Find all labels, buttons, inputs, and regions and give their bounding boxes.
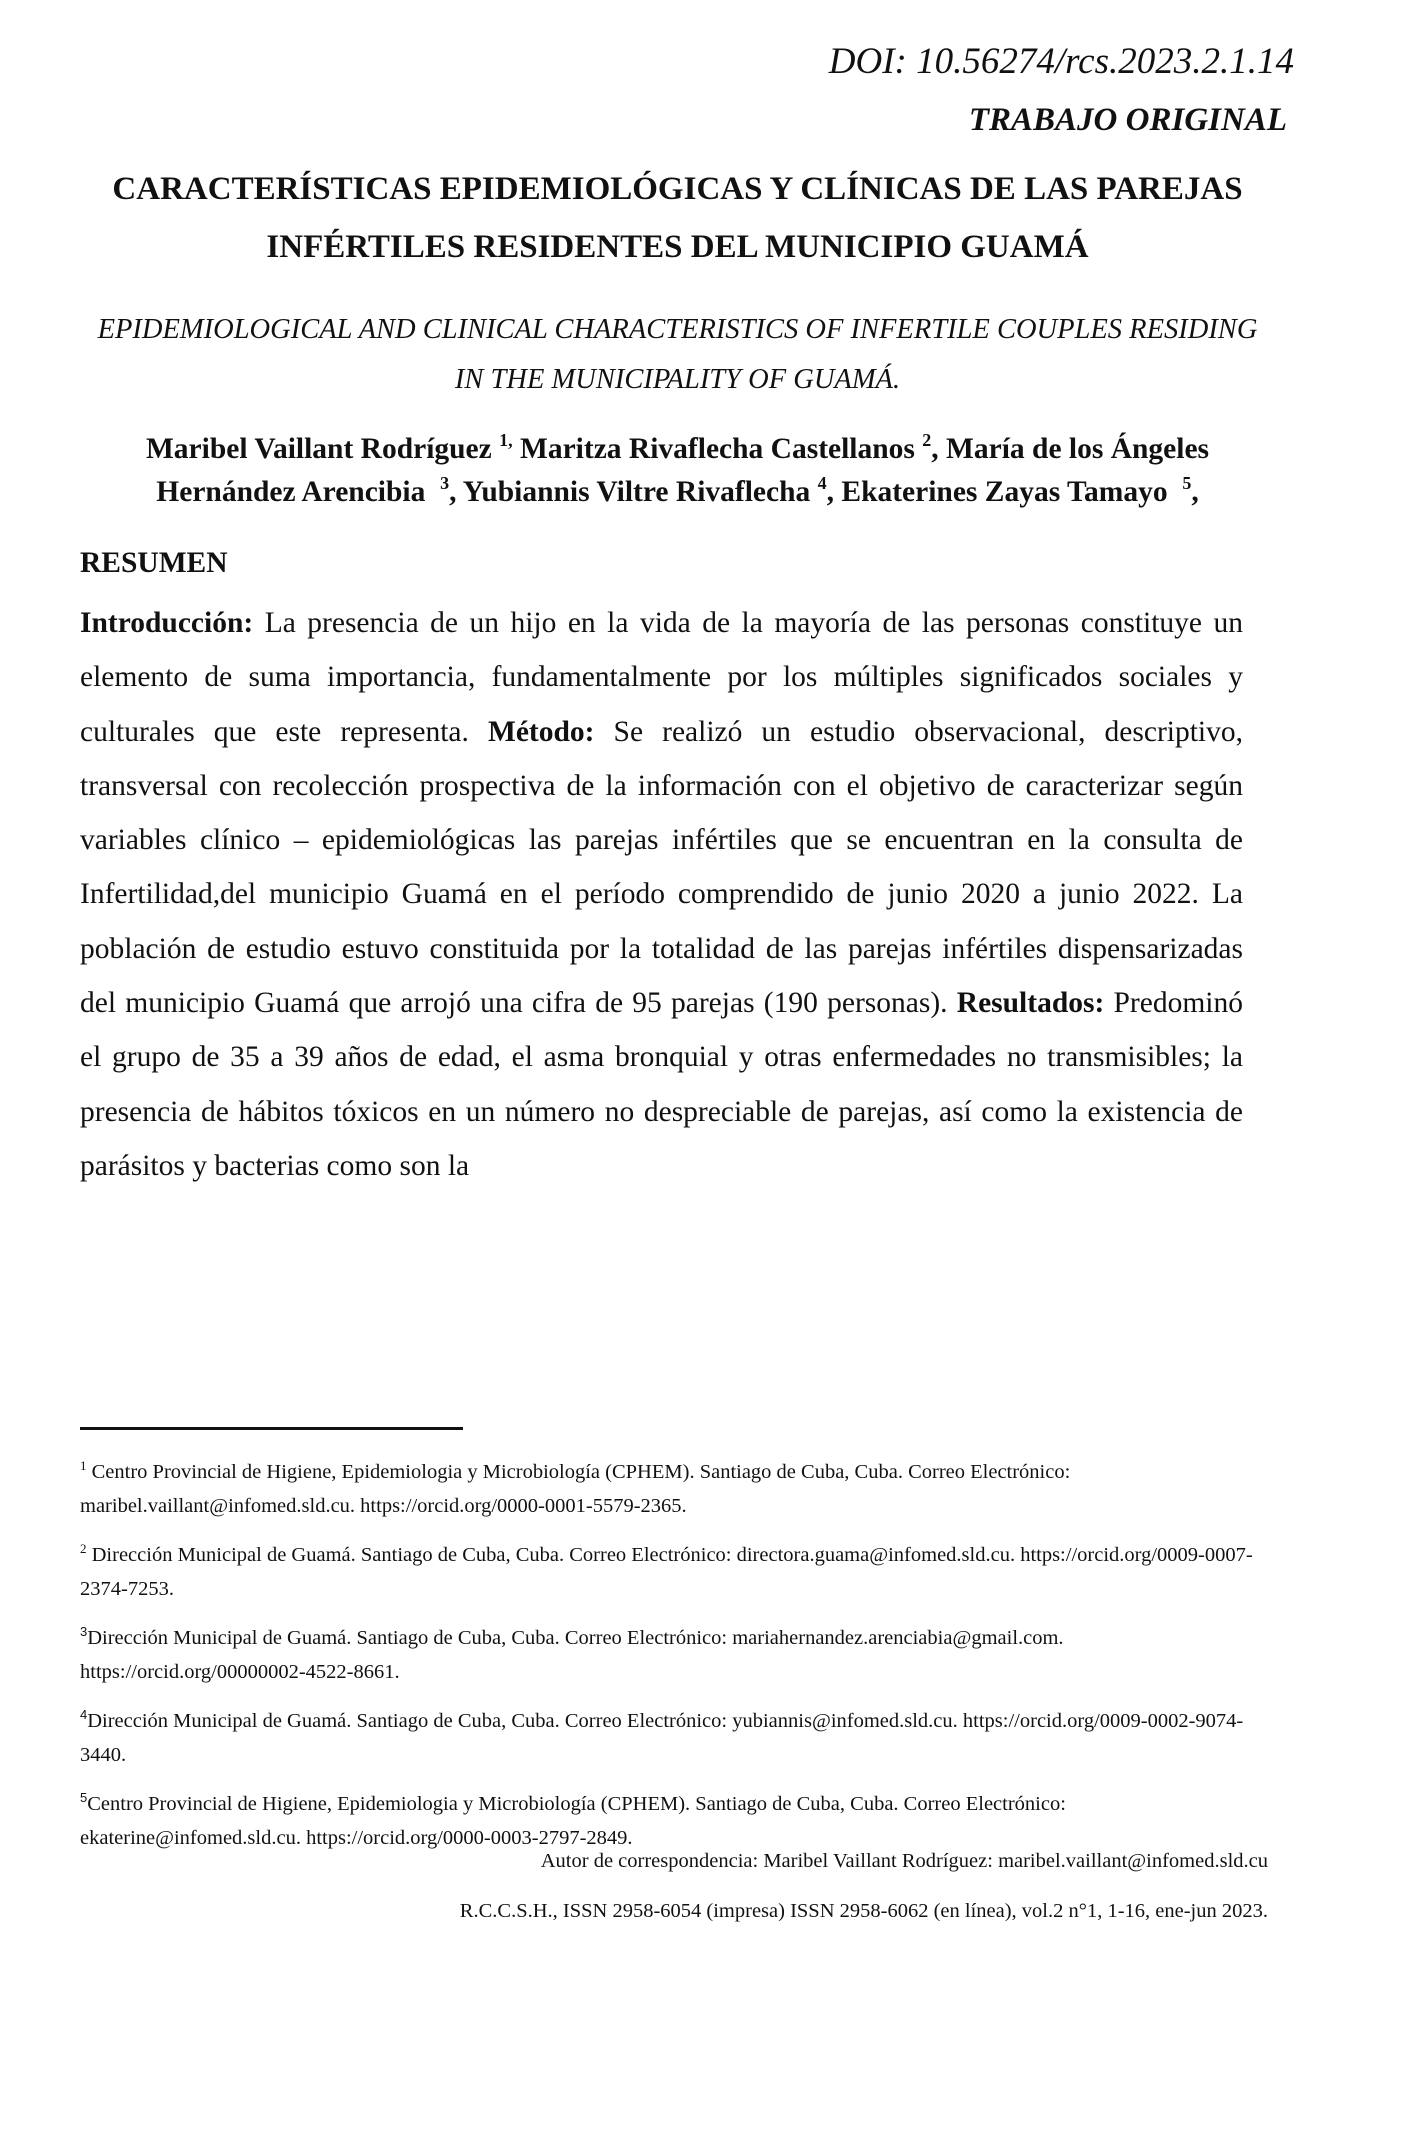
journal-info: R.C.C.S.H., ISSN 2958-6054 (impresa) ISSN 2958-6062 (en línea), vol.2 n°1, 1-16, ene-jun 2023. [459, 1900, 1268, 1922]
footnote-mark: 3 [80, 1624, 88, 1639]
intro-text: La presencia de un hijo en la vida de la mayoría de las personas constituye un elemento de suma importancia, fundamentalmente por los múltiples significados sociales y culturales que este representa. [80, 607, 1243, 748]
author-name: Yubiannis Viltre Rivaflecha [462, 476, 811, 508]
footnotes [80, 1455, 1280, 1870]
affiliation-mark: 4 [817, 473, 827, 493]
subtitle-line-1: EPIDEMIOLOGICAL AND CLINICAL CHARACTERISTICS OF INFERTILE COUPLES RESIDING [97, 314, 1258, 345]
footnote [80, 1455, 1280, 1523]
author-name: María de los Ángeles Hernández Arencibia [156, 433, 1210, 508]
author-separator: , [826, 476, 842, 508]
footnote-mark: 5 [80, 1790, 88, 1805]
footnote-mark: 1 [80, 1458, 87, 1473]
method-label: Método: [487, 715, 595, 748]
footnote-mark: 2 [80, 1541, 87, 1556]
footnote [80, 1787, 1280, 1855]
author [841, 473, 1199, 508]
footnote [80, 1621, 1280, 1689]
article-title [80, 160, 1275, 276]
subtitle-line-2: IN THE MUNICIPALITY OF GUAMÁ. [454, 364, 901, 395]
intro-label: Introducción: [80, 607, 254, 639]
article-type: TRABAJO ORIGINAL [968, 102, 1287, 138]
footnote-text: Dirección Municipal de Guamá. Santiago de Cuba, Cuba. Correo Electrónico: mariahernandez.arenciabia@gmail.com. https://orcid.org/00000002-4522-8661. [80, 1627, 1064, 1683]
footnote [80, 1538, 1280, 1606]
method-text: Se realizó un estudio observacional, descriptivo, transversal con recolección prospectiva de la información con el objetivo de caracterizar según variables clínico – epidemiológicas las parejas infértiles que se encuentran en la consulta de Infertilidad,del municipio Guamá en el período comprendido de junio 2020 a junio 2022. La población de estudio estuvo constituida por la totalidad de las parejas infértiles dispensarizadas del municipio Guamá que arrojó una cifra de 95 parejas (190 personas). [80, 715, 1243, 1020]
author [145, 430, 520, 465]
author-name: Maribel Vaillant Rodríguez [145, 433, 492, 465]
footnote-text: Dirección Municipal de Guamá. Santiago de Cuba, Cuba. Correo Electrónico: directora.guama@infomed.sld.cu. https://orcid.org/0009-0007-2374-7253. [80, 1544, 1253, 1600]
author [520, 430, 947, 465]
abstract-heading: RESUMEN [80, 547, 228, 579]
footnote-text: Centro Provincial de Higiene, Epidemiologia y Microbiología (CPHEM). Santiago de Cuba, Cuba. Correo Electrónico: maribel.vaillant@infomed.sld.cu. https://orcid.org/0000-0001-5579-2365. [80, 1461, 1071, 1517]
footnote [80, 1704, 1280, 1772]
footnote-text: Dirección Municipal de Guamá. Santiago de Cuba, Cuba. Correo Electrónico: yubiannis@infomed.sld.cu. https://orcid.org/0009-0002-9074-3440. [80, 1710, 1244, 1766]
affiliation-mark: 3 [440, 473, 450, 493]
affiliation-mark: 1, [499, 430, 513, 450]
title-line-1: CARACTERÍSTICAS EPIDEMIOLÓGICAS Y CLÍNICAS DE LAS PAREJAS [112, 171, 1243, 207]
author [462, 473, 842, 508]
results-text: Predominó el grupo de 35 a 39 años de edad, el asma bronquial y otras enfermedades no transmisibles; la presencia de hábitos tóxicos en un número no despreciable de parejas, así como la existencia de parásitos y bacterias como son la [80, 987, 1243, 1182]
author-name: Ekaterines Zayas Tamayo [841, 476, 1168, 508]
affiliation-mark: 2 [922, 430, 932, 450]
author-separator [513, 433, 520, 465]
author-separator: , [1191, 476, 1199, 508]
abstract-body [80, 596, 1243, 1193]
author-name: Maritza Rivaflecha Castellanos [520, 433, 915, 465]
author-separator: , [931, 433, 947, 465]
results-label: Resultados: [956, 987, 1105, 1020]
author-list [80, 428, 1275, 514]
title-line-2: INFÉRTILES RESIDENTES DEL MUNICIPIO GUAMÁ [266, 229, 1089, 265]
footnote-text: Centro Provincial de Higiene, Epidemiologia y Microbiología (CPHEM). Santiago de Cuba, Cuba. Correo Electrónico: ekaterine@infomed.sld.cu. https://orcid.org/0000-0003-2797-2849. [80, 1793, 1066, 1849]
affiliation-mark: 5 [1182, 473, 1192, 493]
footnote-mark: 4 [80, 1707, 88, 1722]
doi: DOI: 10.56274/rcs.2023.2.1.14 [828, 41, 1294, 82]
footnote-separator [80, 1427, 463, 1430]
corresponding-author: Autor de correspondencia: Maribel Vaillant Rodríguez: maribel.vaillant@infomed.sld.cu [540, 1850, 1268, 1872]
article-subtitle-english [80, 305, 1275, 405]
author-separator: , [449, 476, 463, 508]
